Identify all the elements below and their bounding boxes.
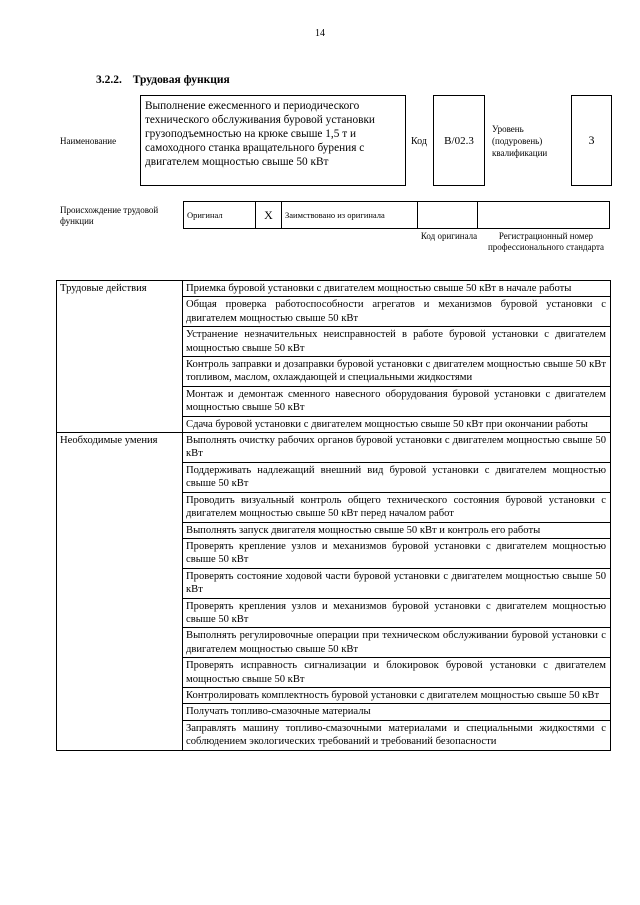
table-row <box>57 433 611 463</box>
category-cell: Необходимые умения <box>57 433 183 751</box>
item-cell: Выполнять запуск двигателя мощностью свыше 50 кВт и контроль его работы <box>183 522 611 538</box>
item-cell: Проверять состояние ходовой части буровой установки с двигателем мощностью свыше 50 кВт <box>183 568 611 598</box>
table-row <box>57 281 611 297</box>
requirements-table <box>56 280 611 751</box>
code-label: Код <box>411 136 427 147</box>
reg-number-label: Регистрационный номер профессионального стандарта <box>487 231 605 252</box>
function-name: Выполнение ежесменного и периодического технического обслуживания буровой установки грузоподъемностью на крюке свыше 1,5 т и самоходного станка вращательного бурения с двигателем мощностью свыше 50 кВт <box>140 95 406 186</box>
item-cell: Контроль заправки и дозаправки буровой установки с двигателем мощностью свыше 50 кВт топливом, маслом, охлаждающей и специальными жидкостями <box>183 357 611 387</box>
section-title: Трудовая функция <box>132 74 230 86</box>
item-cell: Проверять крепления узлов и механизмов буровой установки с двигателем мощностью свыше 50 кВт <box>183 598 611 628</box>
reg-number-cell <box>478 202 610 229</box>
function-code: B/02.3 <box>433 95 485 186</box>
item-cell: Проверять крепление узлов и механизмов буровой установки с двигателем мощностью свыше 50 кВт <box>183 538 611 568</box>
original-label: Оригинал <box>184 202 256 229</box>
qualification-level: 3 <box>571 95 612 186</box>
item-cell: Приемка буровой установки с двигателем мощностью свыше 50 кВт в начале работы <box>183 281 611 297</box>
category-cell: Трудовые действия <box>57 281 183 433</box>
code-original-label: Код оригинала <box>420 231 478 241</box>
item-cell: Выполнять очистку рабочих органов буровой установки с двигателем мощностью свыше 50 кВт <box>183 433 611 463</box>
item-cell: Сдача буровой установки с двигателем мощностью свыше 50 кВт при окончании работы <box>183 416 611 432</box>
item-cell: Монтаж и демонтаж сменного навесного оборудования буровой установки с двигателем мощностью свыше 50 кВт <box>183 386 611 416</box>
item-cell: Получать топливо-смазочные материалы <box>183 704 611 720</box>
name-label: Наименование <box>60 136 117 146</box>
item-cell: Поддерживать надлежащий внешний вид буровой установки с двигателем мощностью свыше 50 кВт <box>183 462 611 492</box>
borrowed-label: Заимствовано из оригинала <box>282 202 418 229</box>
item-cell: Заправлять машину топливо-смазочными материалами и специальными жидкостями с соблюдением экологических требований и требований безопасности <box>183 720 611 750</box>
code-original-cell <box>418 202 478 229</box>
item-cell: Устранение незначительных неисправностей в работе буровой установки с двигателем мощностью свыше 50 кВт <box>183 327 611 357</box>
original-mark: X <box>256 202 282 229</box>
page-number: 14 <box>315 28 325 39</box>
item-cell: Контролировать комплектность буровой установки с двигателем мощностью свыше 50 кВт <box>183 687 611 703</box>
origin-table <box>183 201 610 229</box>
item-cell: Проводить визуальный контроль общего технического состояния буровой установки с двигателем мощностью свыше 50 кВт перед началом работ <box>183 492 611 522</box>
origin-label: Происхождение трудовой функции <box>60 205 159 226</box>
level-label: Уровень (подуровень) квалификации <box>492 124 548 158</box>
item-cell: Выполнять регулировочные операции при техническом обслуживании буровой установки с двигателем мощностью свыше 50 кВт <box>183 628 611 658</box>
item-cell: Проверять исправность сигнализации и блокировок буровой установки с двигателем мощностью свыше 50 кВт <box>183 658 611 688</box>
section-number: 3.2.2. <box>96 74 122 86</box>
item-cell: Общая проверка работоспособности агрегатов и механизмов буровой установки с двигателем мощностью свыше 50 кВт <box>183 297 611 327</box>
section-heading <box>96 74 230 86</box>
